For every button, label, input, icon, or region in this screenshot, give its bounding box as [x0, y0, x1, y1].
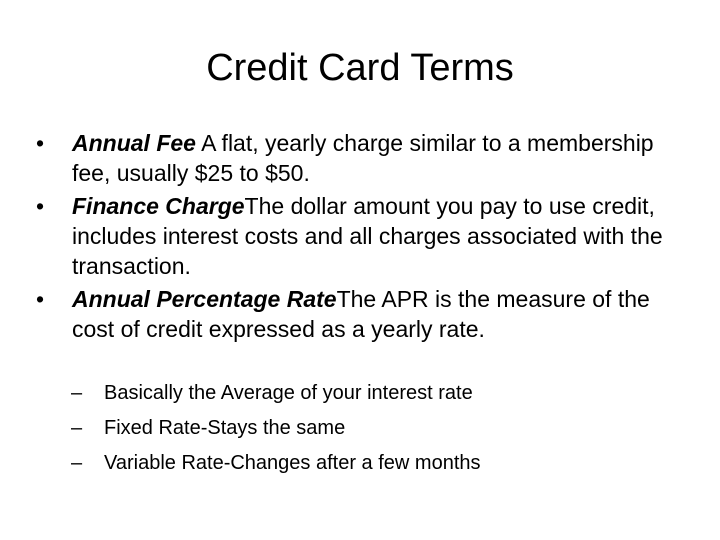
apr-sublist [71, 376, 691, 481]
subitem-text: Fixed Rate-Stays the same [104, 417, 346, 439]
bullet-marker: • [36, 130, 45, 156]
bullet-list [36, 128, 696, 347]
term-annual-fee: Annual Fee [72, 130, 196, 156]
definition-apr: The APR is the measure of the cost of credit expressed as a yearly rate. [72, 286, 650, 342]
term-finance-charge: Finance Charge [72, 193, 245, 219]
bullet-apr [36, 284, 696, 344]
bullet-finance-charge [36, 191, 696, 281]
bullet-annual-fee [36, 128, 696, 188]
definition-annual-fee: A flat, yearly charge similar to a membership fee, usually $25 to $50. [72, 130, 654, 186]
slide-title: Credit Card Terms [206, 47, 514, 89]
subitem-average [71, 376, 691, 411]
subitem-text: Basically the Average of your interest rate [104, 382, 473, 404]
bullet-marker: • [36, 286, 45, 312]
sub-bullet-marker: – [71, 452, 83, 474]
term-apr: Annual Percentage Rate [72, 286, 337, 312]
sub-bullet-marker: – [71, 382, 83, 404]
subitem-variable-rate [71, 446, 691, 481]
subitem-fixed-rate [71, 411, 691, 446]
definition-finance-charge: The dollar amount you pay to use credit, includes interest costs and all charges associated with the transaction. [72, 193, 663, 279]
bullet-marker: • [36, 193, 45, 219]
subitem-text: Variable Rate-Changes after a few months [104, 452, 481, 474]
sub-bullet-marker: – [71, 417, 83, 439]
